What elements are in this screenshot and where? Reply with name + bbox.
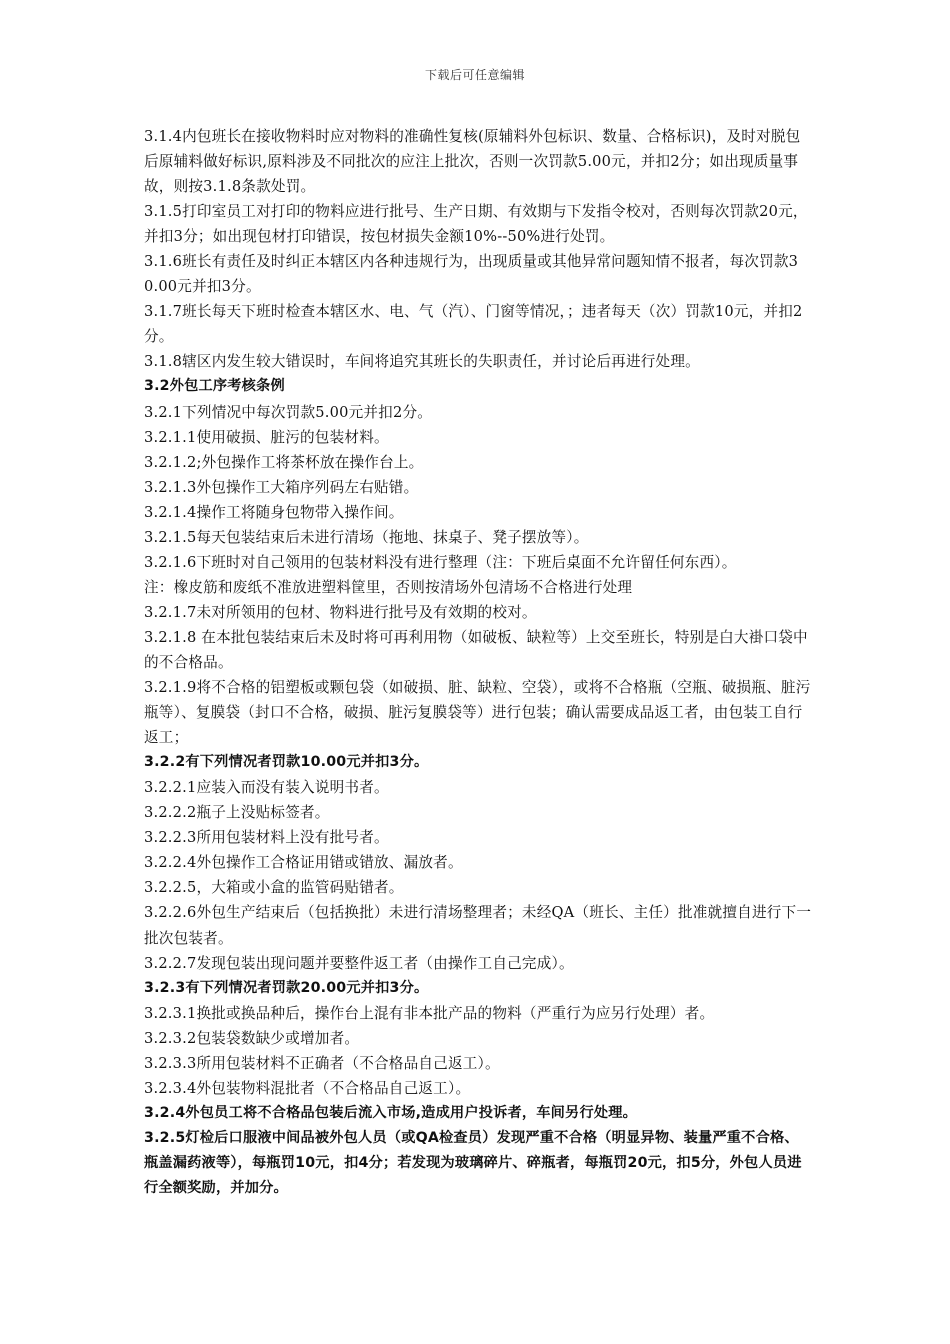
paragraph: 3.2.1下列情况中每次罚款5.00元并扣2分。 xyxy=(144,403,433,421)
paragraph: 3.1.4内包班长在接收物料时应对物料的准确性复核(原辅料外包标识、数量、合格标识)，及时对脱包后原辅料做好标识,原料涉及不同批次的应注上批次，否则一次罚款5.00元，并扣2分；如出现质量事故，则按3.1.8条款处罚。 xyxy=(144,128,801,196)
section-heading: 3.2.5灯检后口服液中间品被外包人员（或QA检查员）发现严重不合格（明显异物、装量严重不合格、瓶盖漏药液等），每瓶罚10元，扣4分；若发现为玻璃碎片、碎瓶者，每瓶罚20元，扣5分，外包人员进行全额奖励，并加分。 xyxy=(144,1129,802,1196)
paragraph: 3.2.2.6外包生产结束后（包括换批）未进行清场整理者；未经QA（班长、主任）批准就擅自进行下一批次包装者。 xyxy=(144,904,812,947)
paragraph: 3.2.1.4操作工将随身包物带入操作间。 xyxy=(144,503,404,521)
section-heading: 3.2.2有下列情况者罚款10.00元并扣3分。 xyxy=(144,754,429,771)
paragraph: 3.2.2.7发现包装出现问题并要整件返工者（由操作工自己完成）。 xyxy=(144,954,574,972)
paragraph: 3.2.1.3外包操作工大箱序列码左右贴错。 xyxy=(144,478,419,496)
section-heading: 3.2.3有下列情况者罚款20.00元并扣3分。 xyxy=(144,979,429,996)
paragraph: 3.1.8辖区内发生较大错误时，车间将追究其班长的失职责任，并讨论后再进行处理。 xyxy=(144,353,700,371)
paragraph: 3.2.3.4外包装物料混批者（不合格品自己返工）。 xyxy=(144,1079,471,1097)
paragraph: 3.2.2.2瓶子上没贴标签者。 xyxy=(144,804,330,822)
paragraph: 3.2.1.8 在本批包装结束后未及时将可再利用物（如破板、缺粒等）上交至班长，特别是白大褂口袋中的不合格品。 xyxy=(144,628,808,671)
paragraph: 3.1.5打印室员工对打印的物料应进行批号、生产日期、有效期与下发指令校对，否则每次罚款20元，并扣3分；如出现包材打印错误，按包材损失金额10%--50%进行处罚。 xyxy=(144,203,808,246)
paragraph: 3.1.7班长每天下班时检查本辖区水、电、气（汽）、门窗等情况，；违者每天（次）罚款10元，并扣2分。 xyxy=(144,303,803,346)
paragraph: 3.2.2.3所用包装材料上没有批号者。 xyxy=(144,829,389,847)
paragraph: 注：橡皮筋和废纸不准放进塑料筐里，否则按清场外包清场不合格进行处理 xyxy=(144,578,633,596)
document-body xyxy=(144,124,812,1201)
paragraph: 3.1.6班长有责任及时纠正本辖区内各种违规行为，出现质量或其他异常问题知情不报者，每次罚款30.00元并扣3分。 xyxy=(144,253,799,296)
paragraph: 3.2.2.5，大箱或小盒的监管码贴错者。 xyxy=(144,879,404,897)
paragraph: 3.2.2.4外包操作工合格证用错或错放、漏放者。 xyxy=(144,854,463,872)
section-heading: 3.2.4外包员工将不合格品包装后流入市场,造成用户投诉者，车间另行处理。 xyxy=(144,1104,637,1121)
paragraph: 3.2.1.1使用破损、脏污的包装材料。 xyxy=(144,428,389,446)
paragraph: 3.2.1.7未对所领用的包材、物料进行批号及有效期的校对。 xyxy=(144,603,537,621)
paragraph: 3.2.1.2;外包操作工将茶杯放在操作台上。 xyxy=(144,453,424,471)
page-header: 下载后可任意编辑 xyxy=(424,68,525,82)
paragraph: 3.2.3.3所用包装材料不正确者（不合格品自己返工）。 xyxy=(144,1054,500,1072)
paragraph: 3.2.1.6下班时对自己领用的包装材料没有进行整理（注：下班后桌面不允许留任何东西）。 xyxy=(144,553,737,571)
paragraph: 3.2.1.5每天包装结束后未进行清场（拖地、抹桌子、凳子摆放等）。 xyxy=(144,528,589,546)
paragraph: 3.2.2.1应装入而没有装入说明书者。 xyxy=(144,779,389,797)
paragraph: 3.2.3.2包装袋数缺少或增加者。 xyxy=(144,1029,360,1047)
section-heading: 3.2外包工序考核条例 xyxy=(144,378,285,395)
paragraph: 3.2.1.9将不合格的铝塑板或颗包袋（如破损、脏、缺粒、空袋），或将不合格瓶（空瓶、破损瓶、脏污瓶等）、复膜袋（封口不合格，破损、脏污复膜袋等）进行包装；确认需要成品返工者，由包装工自行返工； xyxy=(144,679,811,747)
paragraph: 3.2.3.1换批或换品种后，操作台上混有非本批产品的物料（严重行为应另行处理）者。 xyxy=(144,1004,715,1022)
